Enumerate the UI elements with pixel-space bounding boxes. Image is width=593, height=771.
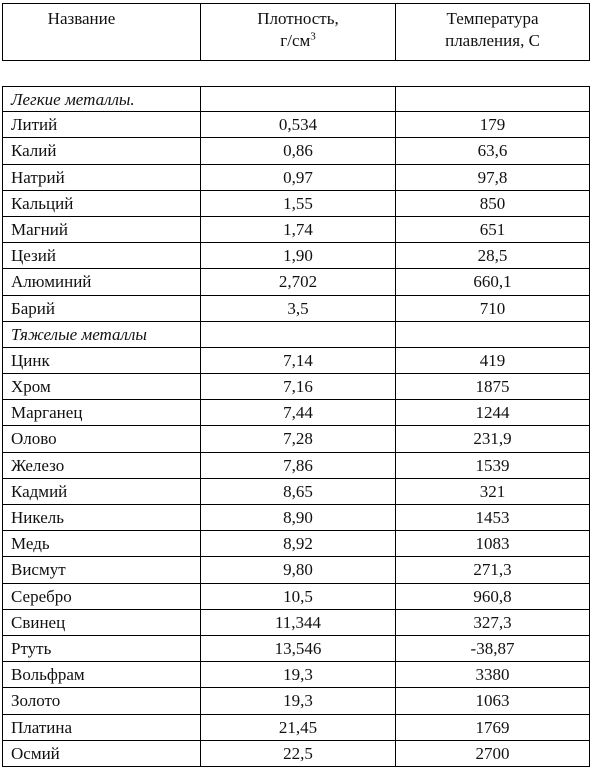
table-row — [2, 269, 590, 295]
melt-temp-cell: 419 — [396, 348, 589, 374]
table-row — [2, 453, 590, 479]
density-cell: 8,65 — [201, 479, 396, 505]
table-row — [2, 479, 590, 505]
density-cell: 7,44 — [201, 400, 396, 426]
header-density-line2 — [201, 30, 395, 52]
metal-name-cell: Литий — [3, 112, 201, 138]
melt-temp-cell: 2700 — [396, 741, 589, 767]
density-cell: 10,5 — [201, 584, 396, 610]
density-cell: 1,55 — [201, 191, 396, 217]
melt-temp-cell: 1539 — [396, 453, 589, 479]
table-row — [2, 557, 590, 583]
metal-name-cell: Осмий — [3, 741, 201, 767]
metal-name-cell: Кальций — [3, 191, 201, 217]
density-cell: 19,3 — [201, 662, 396, 688]
density-cell: 2,702 — [201, 269, 396, 295]
section-title: Тяжелые металлы — [3, 322, 201, 348]
header-name — [3, 4, 201, 61]
metal-name-cell: Висмут — [3, 557, 201, 583]
metal-name-cell: Никель — [3, 505, 201, 531]
melt-temp-cell: 1244 — [396, 400, 589, 426]
table-row — [2, 400, 590, 426]
metal-name-cell: Барий — [3, 296, 201, 322]
melt-temp-cell: 1453 — [396, 505, 589, 531]
section-row — [2, 86, 590, 112]
melt-temp-cell: -38,87 — [396, 636, 589, 662]
density-cell: 1,74 — [201, 217, 396, 243]
metal-name-cell: Ртуть — [3, 636, 201, 662]
melt-temp-cell: 1875 — [396, 374, 589, 400]
table-row — [2, 296, 590, 322]
melt-temp-cell: 3380 — [396, 662, 589, 688]
table-header-row — [2, 3, 590, 61]
table-row — [2, 112, 590, 138]
header-melt — [396, 4, 589, 61]
density-cell: 3,5 — [201, 296, 396, 322]
metal-name-cell: Серебро — [3, 584, 201, 610]
metal-name-cell: Калий — [3, 138, 201, 164]
table-row — [2, 688, 590, 714]
density-cell: 1,90 — [201, 243, 396, 269]
density-cell: 0,86 — [201, 138, 396, 164]
density-cell: 21,45 — [201, 715, 396, 741]
melt-temp-cell: 960,8 — [396, 584, 589, 610]
melt-temp-cell: 710 — [396, 296, 589, 322]
section-empty-cell — [201, 322, 396, 348]
density-cell: 8,92 — [201, 531, 396, 557]
header-density-line1: Плотность, — [257, 9, 339, 28]
density-cell: 22,5 — [201, 741, 396, 767]
table-spacer — [2, 61, 590, 86]
metal-name-cell: Цинк — [3, 348, 201, 374]
section-empty-cell — [396, 87, 589, 112]
table-row — [2, 138, 590, 164]
density-cell: 11,344 — [201, 610, 396, 636]
density-cell: 7,16 — [201, 374, 396, 400]
metal-name-cell: Магний — [3, 217, 201, 243]
table-row — [2, 191, 590, 217]
header-density — [201, 4, 396, 61]
header-density-unit: г/см — [280, 31, 311, 50]
metal-name-cell: Железо — [3, 453, 201, 479]
density-cell: 0,534 — [201, 112, 396, 138]
section-empty-cell — [201, 87, 396, 112]
section-title: Легкие металлы. — [3, 87, 201, 112]
table-row — [2, 715, 590, 741]
table-row — [2, 217, 590, 243]
melt-temp-cell: 1063 — [396, 688, 589, 714]
metal-name-cell: Марганец — [3, 400, 201, 426]
melt-temp-cell: 327,3 — [396, 610, 589, 636]
metal-name-cell: Натрий — [3, 165, 201, 191]
table-row — [2, 531, 590, 557]
table-row — [2, 374, 590, 400]
header-melt-line2: плавления, С — [445, 31, 540, 50]
metal-name-cell: Цезий — [3, 243, 201, 269]
melt-temp-cell: 850 — [396, 191, 589, 217]
table-row — [2, 426, 590, 452]
metal-name-cell: Алюминий — [3, 269, 201, 295]
melt-temp-cell: 1083 — [396, 531, 589, 557]
section-empty-cell — [396, 322, 589, 348]
header-density-sup: 3 — [310, 30, 316, 43]
table-row — [2, 505, 590, 531]
table-row — [2, 610, 590, 636]
density-cell: 13,546 — [201, 636, 396, 662]
table-row — [2, 636, 590, 662]
melt-temp-cell: 1769 — [396, 715, 589, 741]
table-row — [2, 348, 590, 374]
density-cell: 9,80 — [201, 557, 396, 583]
metal-name-cell: Золото — [3, 688, 201, 714]
table-row — [2, 741, 590, 767]
metal-name-cell: Вольфрам — [3, 662, 201, 688]
table-row — [2, 165, 590, 191]
melt-temp-cell: 651 — [396, 217, 589, 243]
density-cell: 8,90 — [201, 505, 396, 531]
melt-temp-cell: 231,9 — [396, 426, 589, 452]
table-row — [2, 584, 590, 610]
melt-temp-cell: 97,8 — [396, 165, 589, 191]
metal-name-cell: Хром — [3, 374, 201, 400]
metal-name-cell: Кадмий — [3, 479, 201, 505]
melt-temp-cell: 660,1 — [396, 269, 589, 295]
metal-name-cell: Олово — [3, 426, 201, 452]
density-cell: 7,28 — [201, 426, 396, 452]
melt-temp-cell: 321 — [396, 479, 589, 505]
header-name-label: Название — [47, 9, 116, 28]
table-body — [2, 86, 590, 767]
metal-name-cell: Медь — [3, 531, 201, 557]
density-cell: 7,14 — [201, 348, 396, 374]
melt-temp-cell: 63,6 — [396, 138, 589, 164]
melt-temp-cell: 28,5 — [396, 243, 589, 269]
header-melt-line1: Температура — [446, 9, 539, 28]
table-row — [2, 662, 590, 688]
melt-temp-cell: 179 — [396, 112, 589, 138]
metal-name-cell: Платина — [3, 715, 201, 741]
section-row — [2, 322, 590, 348]
density-cell: 7,86 — [201, 453, 396, 479]
melt-temp-cell: 271,3 — [396, 557, 589, 583]
metal-name-cell: Свинец — [3, 610, 201, 636]
metals-table — [2, 3, 590, 767]
table-row — [2, 243, 590, 269]
density-cell: 0,97 — [201, 165, 396, 191]
density-cell: 19,3 — [201, 688, 396, 714]
